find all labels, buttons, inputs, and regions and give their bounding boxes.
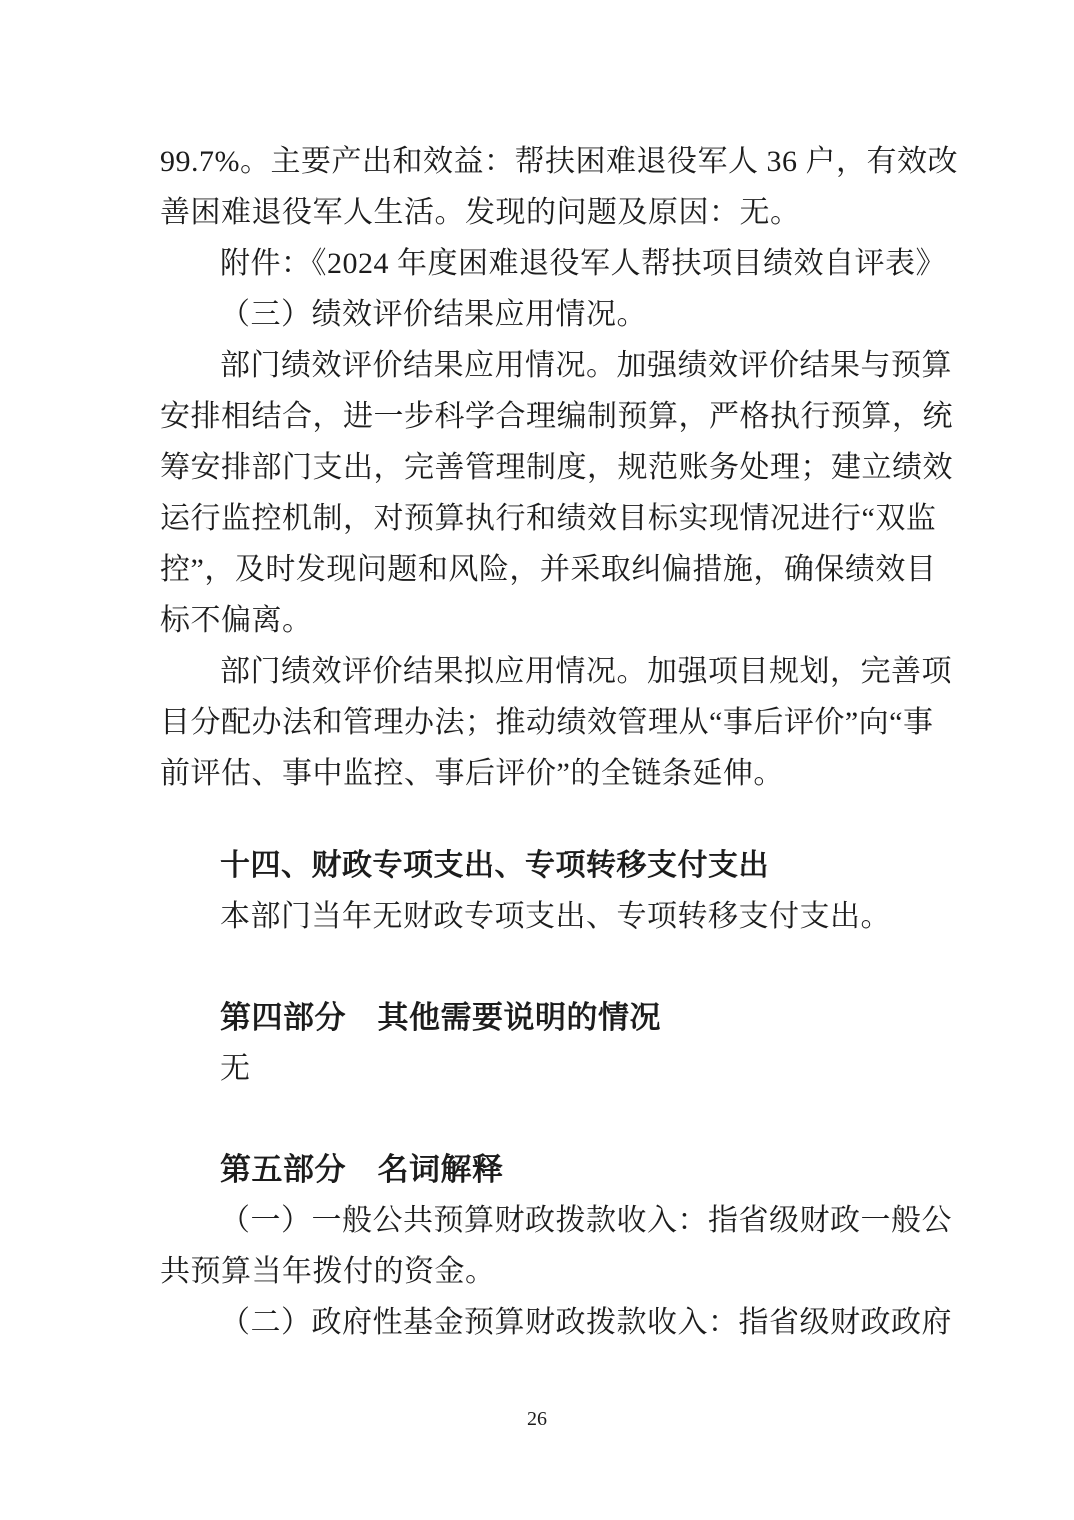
subsection-heading-3: （三）绩效评价结果应用情况。: [220, 298, 647, 331]
document-body: [160, 136, 958, 1348]
definition-line: 共预算当年拨付的资金。: [160, 1255, 496, 1288]
text-line: 部门绩效评价结果应用情况。加强绩效评价结果与预算: [220, 349, 952, 382]
definition-line: （二）政府性基金预算财政拨款收入：指省级财政政府: [220, 1306, 952, 1339]
section-heading-14: 十四、财政专项支出、专项转移支付支出: [220, 849, 769, 882]
text-line: 本部门当年无财政专项支出、专项转移支付支出。: [220, 900, 891, 933]
text-line: 运行监控机制，对预算执行和绩效目标实现情况进行“双监: [160, 502, 937, 535]
text-line: 前评估、事中监控、事后评价”的全链条延伸。: [160, 757, 784, 790]
text-line: 部门绩效评价结果拟应用情况。加强项目规划，完善项: [220, 655, 952, 688]
page-number: 26: [527, 1408, 547, 1430]
text-line: 标不偏离。: [160, 604, 313, 637]
text-line: 无: [220, 1052, 251, 1085]
part-4-heading: 第四部分 其他需要说明的情况: [220, 1000, 661, 1035]
attachment-reference-line: 附件：《2024 年度困难退役军人帮扶项目绩效自评表》: [220, 247, 946, 280]
part-5-heading: 第五部分 名词解释: [220, 1152, 504, 1187]
text-line: 99.7%。主要产出和效益：帮扶困难退役军人 36 户，有效改: [160, 145, 958, 178]
definition-line: （一）一般公共预算财政拨款收入：指省级财政一般公: [220, 1204, 952, 1237]
text-line: 筹安排部门支出，完善管理制度，规范账务处理；建立绩效: [160, 451, 953, 484]
text-line: 目分配办法和管理办法；推动绩效管理从“事后评价”向“事: [160, 706, 934, 739]
text-line: 安排相结合，进一步科学合理编制预算，严格执行预算，统: [160, 400, 953, 433]
text-line: 善困难退役军人生活。发现的问题及原因：无。: [160, 196, 801, 229]
text-line: 控”，及时发现问题和风险，并采取纠偏措施，确保绩效目: [160, 553, 937, 586]
